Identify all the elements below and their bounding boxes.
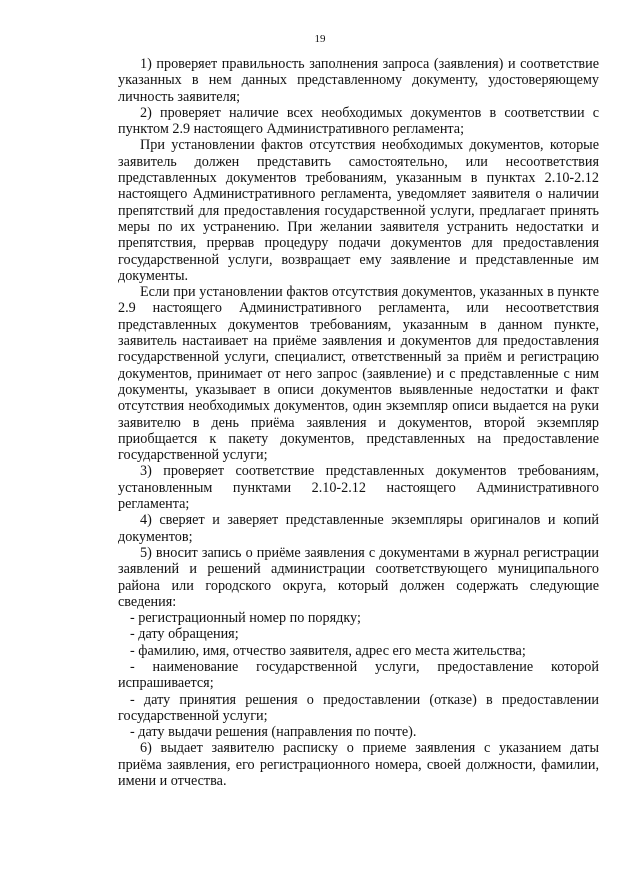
paragraph-4: Если при установлении фактов отсутствия документов, указанных в пункте 2.9 настоящего Административного регламента, или несоответствия представленных документов требованиям, указанным в данном пункте, заявитель настаивает на приёме заявления и документов для предоставления государственной услуги, специалист, ответственный за приём и регистрацию документов, принимает от него запрос (заявление) и с представленные с ним документы, указывает в описи документов выявленные недостатки и факт отсутствия необходимых документов, один экземпляр описи выдается на руки заявителю в день приёма заявления и документов, второй экземпляр приобщается к пакету документов, представленных на предоставление государственной услуги;: [118, 284, 599, 464]
list-item-2: - дату обращения;: [130, 626, 239, 643]
document-body: [118, 56, 599, 789]
paragraph-6: 4) сверяет и заверяет представленные экземпляры оригиналов и копий документов;: [118, 512, 599, 545]
list-item-3: - фамилию, имя, отчество заявителя, адрес его места жительства;: [130, 642, 526, 659]
list-item-5: - дату принятия решения о предоставлении (отказе) в предоставлении государственной услуги;: [118, 691, 599, 724]
page-number: 19: [314, 33, 326, 45]
list-item-1: - регистрационный номер по порядку;: [130, 610, 361, 627]
paragraph-5: 3) проверяет соответствие представленных документов требованиям, установленным пунктами 2.10-2.12 настоящего Административного регламента;: [118, 463, 599, 513]
list-item-4: - наименование государственной услуги, предоставление которой испрашивается;: [118, 658, 599, 692]
closing-paragraph: 6) выдает заявителю расписку о приеме заявления с указанием даты приёма заявления, его регистрационного номера, своей должности, фамилии, имени и отчества.: [118, 740, 599, 790]
paragraph-1: 1) проверяет правильность заполнения запроса (заявления) и соответствие указанных в нем данных представленному документу, удостоверяющему личность заявителя;: [118, 56, 599, 105]
paragraph-2: 2) проверяет наличие всех необходимых документов в соответствии с пунктом 2.9 настоящего Административного регламента;: [118, 104, 599, 138]
paragraph-3: При установлении фактов отсутствия необходимых документов, которые заявитель должен представить самостоятельно, или несоответствия представленных документов требованиям, указанным в пунктах 2.10-2.12 настоящего Административного регламента, уведомляет заявителя о наличии препятствий для предоставления государственной услуги, предлагает принять меры по их устранению. При желании заявителя устранить недостатки и препятствия, прервав процедуру подачи документов для предоставления государственной услуги, возвращает ему заявление и представленные им документы.: [118, 137, 599, 284]
list-item-6: - дату выдачи решения (направления по почте).: [130, 724, 417, 741]
paragraph-7: 5) вносит запись о приёме заявления с документами в журнал регистрации заявлений и решений администрации соответствующего муниципального района или городского округа, который должен содержать следующие сведения:: [118, 544, 599, 610]
